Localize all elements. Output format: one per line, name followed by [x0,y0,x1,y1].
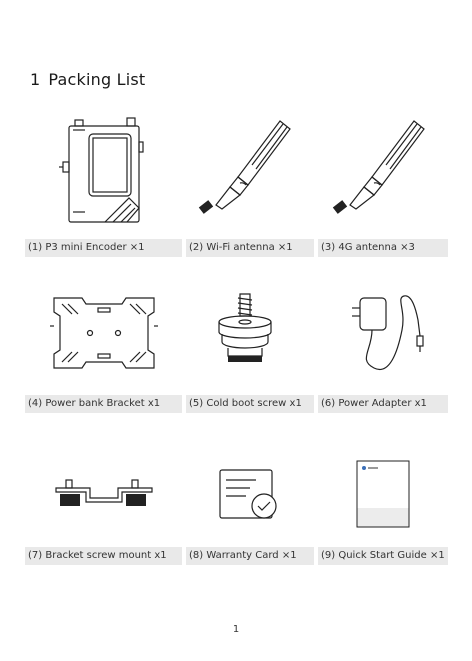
caption-wifi-antenna: (2) Wi-Fi antenna ×1 [186,239,314,257]
4g-antenna-icon [330,115,430,219]
caption-cold-boot-screw: (5) Cold boot screw x1 [186,395,314,413]
caption-encoder: (1) P3 mini Encoder ×1 [25,239,182,257]
caption-quick-start-guide: (9) Quick Start Guide ×1 [318,547,448,565]
encoder-device-icon [55,112,155,224]
section-title: Packing List [48,70,146,89]
warranty-card-icon [216,468,286,524]
quick-start-guide-icon [356,460,412,530]
section-number: 1 [30,70,41,89]
power-adapter-icon [338,290,438,380]
page-heading [30,70,145,89]
page-number: 1 [232,624,240,635]
caption-power-adapter: (6) Power Adapter x1 [318,395,448,413]
caption-4g-antenna: (3) 4G antenna ×3 [318,239,448,257]
screw-mount-icon [54,474,154,514]
bracket-icon [42,292,166,374]
cold-boot-screw-icon [210,290,280,376]
caption-screw-mount: (7) Bracket screw mount x1 [25,547,182,565]
caption-bracket: (4) Power bank Bracket x1 [25,395,182,413]
caption-warranty-card: (8) Warranty Card ×1 [186,547,314,565]
wifi-antenna-icon [196,115,296,219]
